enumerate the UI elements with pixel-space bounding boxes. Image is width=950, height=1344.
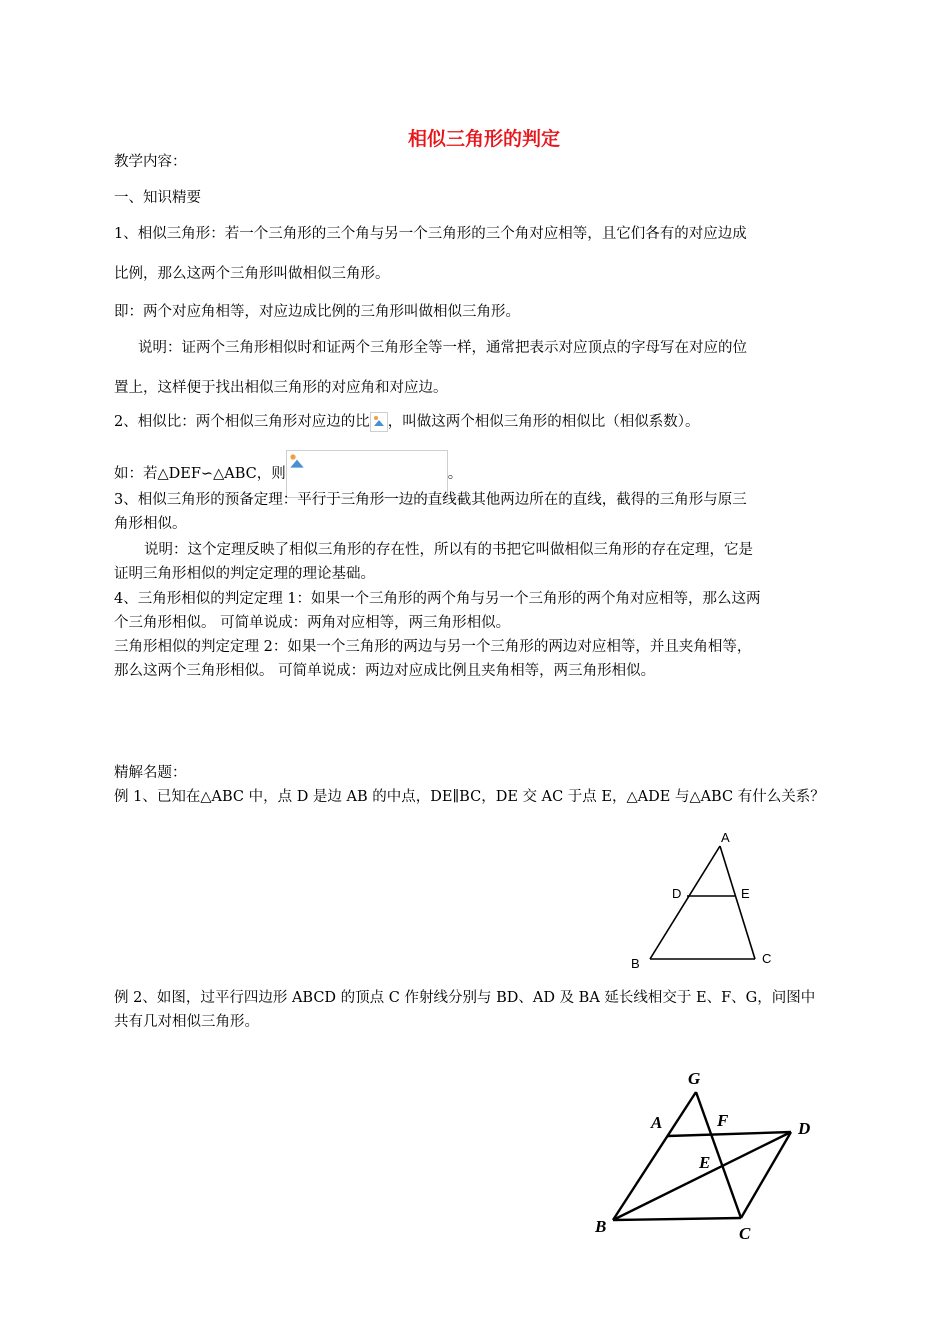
paragraph-1-line-2: 比例，那么这两个三角形叫做相似三角形。 bbox=[114, 266, 390, 282]
paragraph-4-post: ，叫做这两个相似三角形的相似比（相似系数）。 bbox=[387, 414, 700, 430]
fig1-label-a: A bbox=[721, 830, 730, 845]
teaching-content-label: 教学内容： bbox=[114, 154, 187, 170]
paragraph-2: 即：两个对应角相等，对应边成比例的三角形叫做相似三角形。 bbox=[114, 304, 520, 320]
fig2-label-b: B bbox=[595, 1217, 607, 1236]
fig1-side-ac bbox=[720, 846, 755, 959]
paragraph-4-pre: 2、相似比：两个相似三角形对应边的比 bbox=[114, 414, 370, 430]
fig2-side-cb bbox=[613, 1218, 741, 1220]
example-2-line-2: 共有几对相似三角形。 bbox=[114, 1014, 259, 1030]
paragraph-6-line-1: 3、相似三角形的预备定理：平行于三角形一边的直线截其他两边所在的直线，截得的三角形与原三 bbox=[114, 492, 747, 508]
fig1-label-b: B bbox=[631, 956, 640, 971]
paragraph-4 bbox=[114, 412, 699, 432]
paragraph-7-line-2: 证明三角形相似的判定定理的理论基础。 bbox=[114, 566, 375, 582]
section-knowledge-heading: 一、知识精要 bbox=[114, 190, 201, 206]
fig2-label-g: G bbox=[688, 1069, 701, 1088]
paragraph-3-line-2: 置上，这样便于找出相似三角形的对应角和对应边。 bbox=[114, 380, 448, 396]
fig2-label-e: E bbox=[699, 1153, 711, 1172]
fig1-label-e: E bbox=[741, 886, 750, 901]
paragraph-7-line-1: 说明：这个定理反映了相似三角形的存在性，所以有的书把它叫做相似三角形的存在定理，它是 bbox=[144, 542, 753, 558]
paragraph-5-pre: 如：若△DEF∽△ABC，则 bbox=[114, 466, 286, 482]
ratio-image-icon bbox=[370, 412, 388, 432]
example-2-line-1: 例 2、如图，过平行四边形 ABCD 的顶点 C 作射线分别与 BD、AD 及 BA 延长线相交于 E、F、G，问图中 bbox=[114, 990, 816, 1006]
figure-2-parallelogram bbox=[585, 1060, 825, 1250]
paragraph-8-line-1: 4、三角形相似的判定定理 1：如果一个三角形的两个角与另一个三角形的两个角对应相等，那么这两 bbox=[114, 591, 761, 607]
fig2-label-c: C bbox=[739, 1224, 751, 1243]
paragraph-8-line-2: 个三角形相似。 可简单说成：两角对应相等，两三角形相似。 bbox=[114, 615, 511, 631]
page-title: 相似三角形的判定 bbox=[407, 128, 560, 150]
paragraph-9-line-1: 三角形相似的判定定理 2：如果一个三角形的两边与另一个三角形的两边对应相等，并且夹角相等， bbox=[114, 639, 752, 655]
example-1-text: 例 1、已知在△ABC 中，点 D 是边 AB 的中点，DE∥BC，DE 交 AC 于点 E，△ADE 与△ABC 有什么关系？ bbox=[114, 789, 825, 805]
fig1-label-d: D bbox=[672, 886, 682, 901]
fig2-label-f: F bbox=[717, 1111, 729, 1130]
fig1-label-c: C bbox=[762, 951, 772, 966]
fig1-side-ab bbox=[650, 846, 720, 959]
section-examples-heading: 精解名题： bbox=[114, 765, 187, 781]
paragraph-3-line-1: 说明：证两个三角形相似时和证两个三角形全等一样，通常把表示对应顶点的字母写在对应的位 bbox=[138, 340, 747, 356]
fig2-label-d: D bbox=[798, 1119, 811, 1138]
paragraph-5-post: 。 bbox=[447, 466, 463, 482]
paragraph-9-line-2: 那么这两个三角形相似。 可简单说成：两边对应成比例且夹角相等，两三角形相似。 bbox=[114, 663, 656, 679]
paragraph-1-line-1: 1、相似三角形：若一个三角形的三个角与另一个三角形的三个角对应相等，且它们各有的对应边成 bbox=[114, 226, 747, 242]
figure-1-triangle bbox=[620, 826, 790, 976]
fig2-side-ad bbox=[668, 1132, 791, 1136]
paragraph-6-line-2: 角形相似。 bbox=[114, 516, 187, 532]
fig2-label-a: A bbox=[651, 1113, 663, 1132]
